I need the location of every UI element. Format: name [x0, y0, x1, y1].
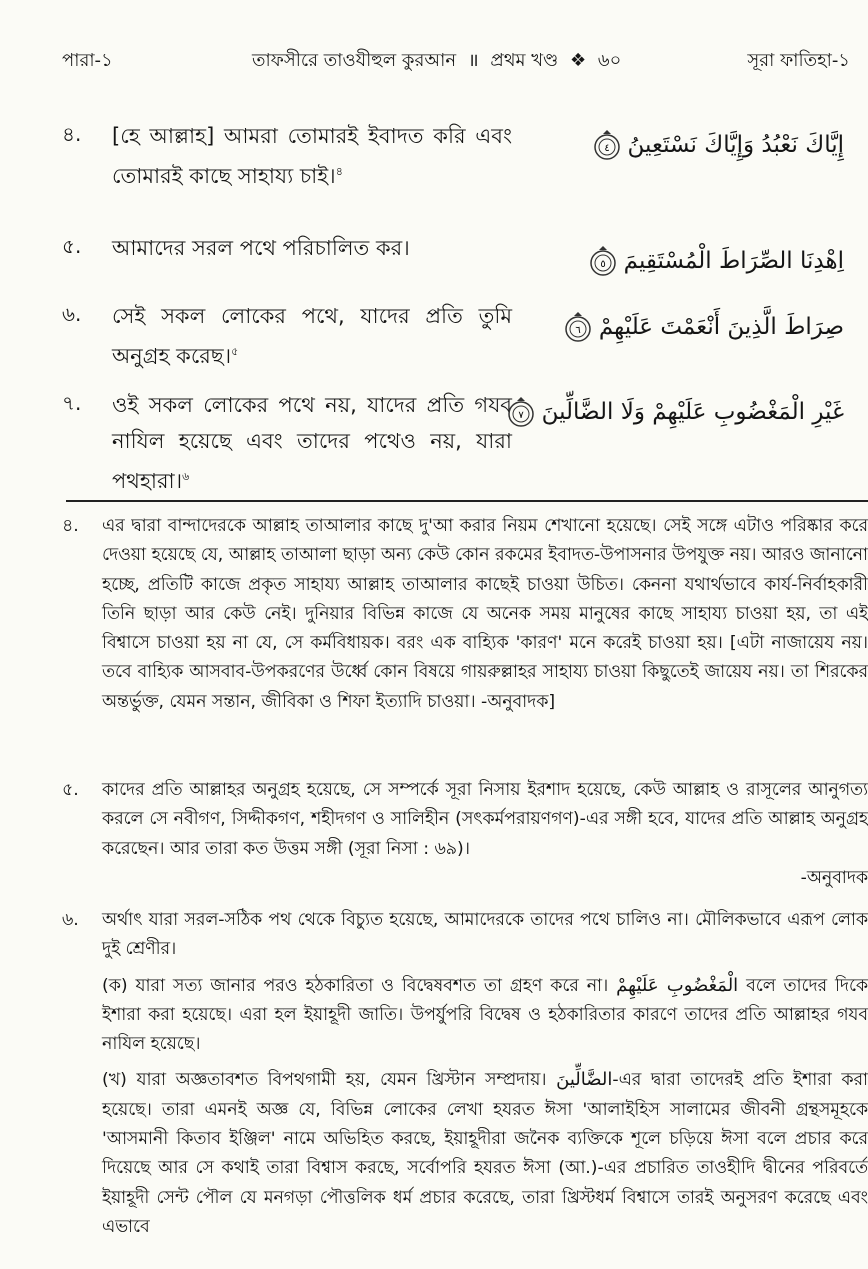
- verse-number: ৪.: [62, 122, 82, 146]
- verse-block: [62, 298, 868, 368]
- footnote-point-kha: [102, 1065, 868, 1242]
- book-title: তাফসীরে তাওযীহুল কুরআন: [252, 50, 457, 71]
- verse-text: ওই সকল লোকের পথে নয়, যাদের প্রতি গযব নাযিল হয়েছে এবং তাদের পথেও নয়, যারা পথহারা।: [112, 393, 512, 493]
- verse-translation: [112, 230, 512, 266]
- verse-arabic: [592, 128, 844, 162]
- arabic-text: إِيَّاكَ نَعْبُدُ وَإِيَّاكَ نَسْتَعِينُ: [627, 132, 844, 158]
- footnote-ref: ৫: [231, 345, 239, 358]
- footnote-intro: অর্থাৎ যারা সরল-সঠিক পথ থেকে বিচ্যুত হয়েছে, আমাদেরকে তাদের পথে চালিও না। মৌলিকভাবে এরূপ লোক দুই শ্রেণীর।: [102, 910, 868, 960]
- footnote-ref: ৪: [335, 165, 343, 178]
- arabic-text: اِهْدِنَا الصِّرَاطَ الْمُسْتَقِيمَ: [623, 248, 844, 274]
- page-number: ৬০: [597, 50, 622, 71]
- surah-label: সূরা ফাতিহা-১: [747, 50, 850, 71]
- footnote-body: [102, 776, 868, 893]
- volume-label: প্রথম খণ্ড: [490, 50, 559, 71]
- footnote-text: এর দ্বারা বান্দাদেরকে আল্লাহ তাআলার কাছে দু'আ করার নিয়ম শেখানো হয়েছে। সেই সঙ্গে এটাও পরিষ্কার করে দেওয়া হয়েছে যে, আল্লাহ তাআলা ছাড়া অন্য কেউ কোন রকমের ইবাদত-উপাসনার উপযুক্ত নয়। আরও জানানো হচ্ছে, প্রতিটি কাজে প্রকৃত সাহায্য আল্লাহ তাআলার কাছেই চাওয়া উচিত। কেননা যথার্থভাবে কার্য-নির্বাহকারী তিনি ছাড়া আর কেউ নেই। দুনিয়ার বিভিন্ন কাজে যে অনেক সময় মানুষের কাছে সাহায্য চাওয়া হয়, তা এই বিশ্বাসে চাওয়া হয় না যে, সে কর্মবিধায়ক। বরং এক বাহ্যিক 'কারণ' মনে করেই চাওয়া হয়। [এটা নাজায়েয নয়। তবে বাহ্যিক আসবাব-উপকরণের উর্ধ্বে কোন বিষয়ে গায়রুল্লাহর সাহায্য চাওয়া কিছুতেই জায়েয নয়। তা শিরকের অন্তর্ভুক্ত, যেমন সন্তান, জীবিকা ও শিফা ইত্যাদি চাওয়া। -অনুবাদক]: [102, 516, 868, 712]
- verse-text: [হে আল্লাহ] আমরা তোমারই ইবাদত করি এবং তোমারই কাছে সাহায্য চাই।: [112, 124, 512, 188]
- footnote: [62, 906, 868, 1269]
- running-title: [252, 46, 621, 77]
- translator-signature: -অনুবাদক: [800, 867, 868, 888]
- verse-block: [62, 118, 868, 218]
- section-divider: [66, 500, 868, 502]
- verse-number: ৭.: [62, 391, 82, 415]
- ayah-medallion-icon: [588, 244, 618, 278]
- verse-translation: [112, 298, 512, 374]
- footnote-body: [102, 512, 868, 717]
- para-label: পারা-১: [62, 50, 113, 71]
- arabic-text: صِرَاطَ الَّذِينَ أَنْعَمْتَ عَلَيْهِمْ: [598, 314, 844, 340]
- title-separator: ॥: [467, 50, 479, 71]
- footnote-ref: ৬: [182, 470, 190, 483]
- footnote-number: ৫.: [62, 780, 79, 800]
- verse-number: ৬.: [62, 302, 82, 326]
- verse-translation: [112, 118, 512, 194]
- arabic-quote: الْمَغْضُوبِ عَلَيْهِمْ: [616, 974, 739, 996]
- verse-block: [62, 387, 868, 493]
- point-ka-lead: (ক) যারা সত্য জানার পরও হঠকারিতা ও বিদ্বেষবশত তা গ্রহণ করে না।: [102, 975, 609, 996]
- footnote: [62, 512, 868, 772]
- ayah-number: ٦: [575, 325, 581, 336]
- footnote-number: ৬.: [62, 910, 79, 930]
- footnote-text: কাদের প্রতি আল্লাহর অনুগ্রহ হয়েছে, সে সম্পর্কে সূরা নিসায় ইরশাদ হয়েছে, কেউ আল্লাহ ও রাসূলের আনুগত্য করলে সে নবীগণ, সিদ্দীকগণ, শহীদগণ ও সালিহীন (সৎকর্মপরায়ণগণ)-এর সঙ্গী হবে, যাদের প্রতি আল্লাহ অনুগ্রহ করেছেন। আর তারা কত উত্তম সঙ্গী (সূরা নিসা : ৬৯)।: [102, 780, 868, 859]
- verse-text: সেই সকল লোকের পথে, যাদের প্রতি তুমি অনুগ্রহ করেছ।: [112, 304, 512, 368]
- verse-number: ৫.: [62, 234, 82, 258]
- arabic-text: غَيْرِ الْمَغْضُوبِ عَلَيْهِمْ وَلَا الضَّالِّينَ: [541, 399, 844, 425]
- ayah-medallion-icon: [506, 395, 536, 429]
- point-kha-lead: (খ) যারা অজ্ঞতাবশত বিপথগামী হয়, যেমন খ্রিস্টান সম্প্রদায়।: [102, 1070, 547, 1091]
- ayah-number: ٧: [517, 410, 524, 421]
- arabic-quote: الضَّالِّينَ: [556, 1069, 613, 1091]
- point-ka-rest: বলে তাদের দিকে ইশারা করা হয়েছে। এরা হল ইয়াহূদী জাতি। উপর্যুপরি বিদ্বেষ ও হঠকারিতার কারণে তাদের প্রতি আল্লাহর গযব নাযিল হয়েছে।: [102, 975, 868, 1055]
- ayah-number: ٥: [599, 259, 606, 270]
- verse-arabic: [563, 310, 844, 344]
- verse-arabic: [506, 395, 844, 429]
- footnote-number: ৪.: [62, 516, 79, 536]
- footnote: [62, 776, 868, 896]
- ayah-number: ٤: [603, 143, 610, 154]
- verse-text: আমাদের সরল পথে পরিচালিত কর।: [112, 236, 410, 260]
- ayah-medallion-icon: [592, 128, 622, 162]
- ayah-medallion-icon: [563, 310, 593, 344]
- footnote-point-ka: [102, 971, 868, 1060]
- footnote-body: [102, 906, 868, 1242]
- point-kha-rest: -এর দ্বারা তাদেরই প্রতি ইশারা করা হয়েছে। তারা এমনই অজ্ঞ যে, বিভিন্ন লোকের লেখা হযরত ঈসা 'আলাইহিস সালামের জীবনী গ্রন্থসমূহকে 'আসমানী কিতাব ইঞ্জিল' নামে অভিহিত করছে, ইয়াহূদীরা জনৈক ব্যক্তিকে শূলে চড়িয়ে ঈসা বলে প্রচার করে দিয়েছে আর সে কথাই তারা বিশ্বাস করছে, সর্বোপরি হযরত ঈসা (আ.)-এর প্রচারিত তাওহীদি দ্বীনের পরিবর্তে ইয়াহূদী সেন্ট পৌল যে মনগড়া পৌত্তলিক ধর্ম প্রচার করেছে, তারা খ্রিস্টধর্ম বিশ্বাসে তারই অনুসরণ করেছে এবং এভাবে: [102, 1070, 868, 1237]
- verse-arabic: [588, 244, 844, 278]
- page-header: [0, 46, 868, 76]
- verse-block: [62, 230, 868, 274]
- verse-translation: [112, 387, 512, 499]
- ornament-icon: ❖: [570, 50, 587, 71]
